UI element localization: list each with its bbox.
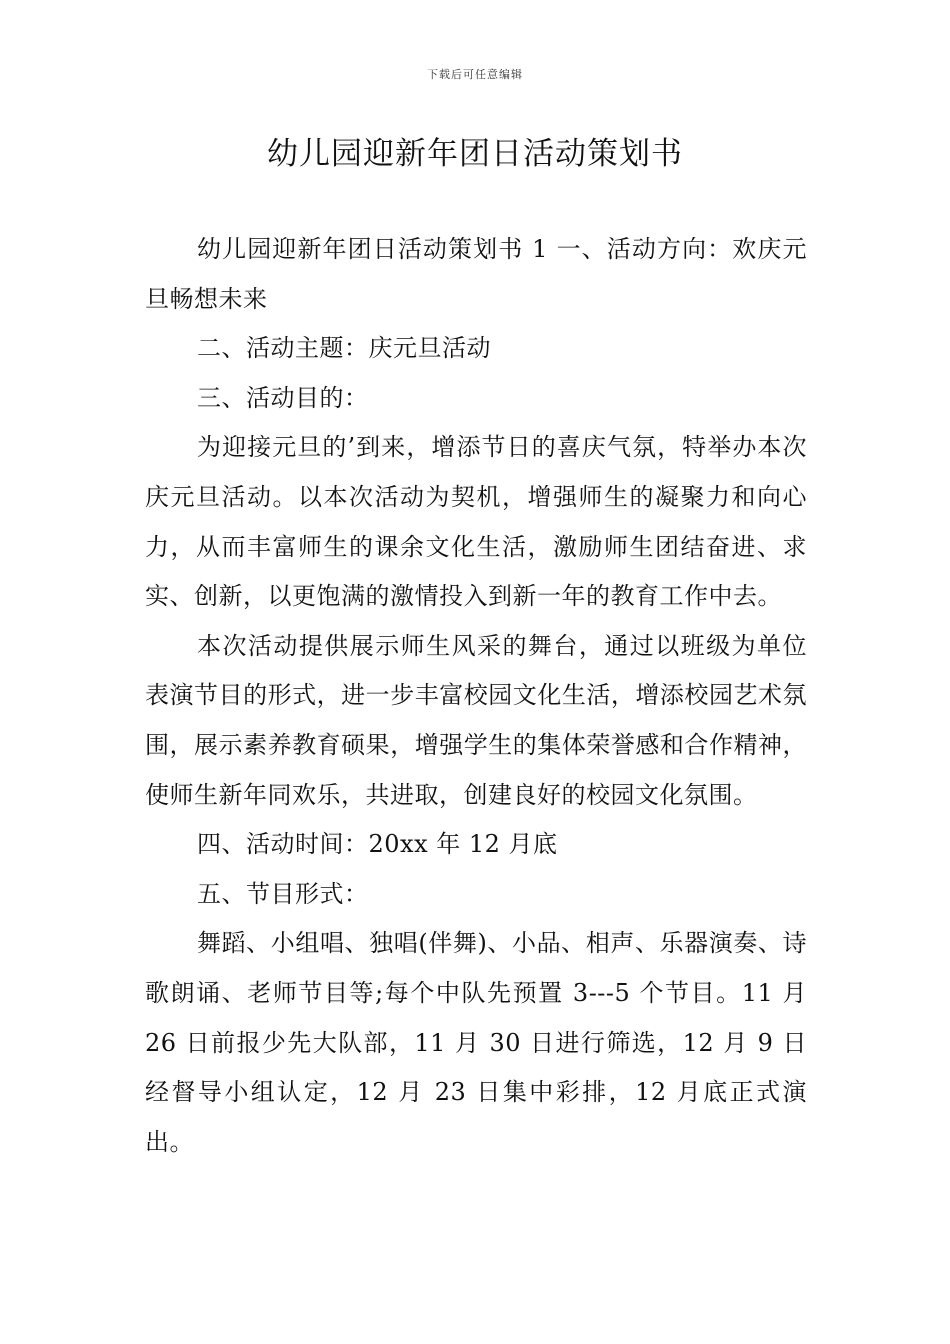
paragraph-format-heading: 五、节目形式： <box>197 879 369 908</box>
document-body <box>145 225 807 1167</box>
paragraph-format: 舞蹈、小组唱、独唱(伴舞)、小品、相声、乐器演奏、诗歌朗诵、老师节目等;每个中队先预置 3---5 个节目。11 月 26 日前报少先大队部，11 月 30 日进行筛选，12 月 9 日经督导小组认定，12 月 23 日集中彩排，12 月底正式演出。 <box>145 929 807 1156</box>
paragraph-purpose-heading: 三、活动目的： <box>197 383 369 412</box>
paragraph-theme: 二、活动主题：庆元旦活动 <box>197 334 491 363</box>
paragraph-purpose-2: 本次活动提供展示师生风采的舞台，通过以班级为单位表演节目的形式，进一步丰富校园文化生活，增添校园艺术氛围，展示素养教育硕果，增强学生的集体荣誉感和合作精神，使师生新年同欢乐，共进取，创建良好的校园文化氛围。 <box>145 631 807 809</box>
paragraph-time: 四、活动时间：20xx 年 12 月底 <box>197 830 558 859</box>
document-title: 幼儿园迎新年团日活动策划书 <box>267 136 683 172</box>
paragraph-direction: 幼儿园迎新年团日活动策划书 1 一、活动方向：欢庆元旦畅想未来 <box>145 235 807 313</box>
paragraph-purpose-1: 为迎接元旦的’到来，增添节日的喜庆气氛，特举办本次庆元旦活动。以本次活动为契机，增强师生的凝聚力和向心力，从而丰富师生的课余文化生活，激励师生团结奋进、求实、创新，以更饱满的激情投入到新一年的教育工作中去。 <box>145 433 807 611</box>
header-note: 下载后可任意编辑 <box>427 68 523 81</box>
